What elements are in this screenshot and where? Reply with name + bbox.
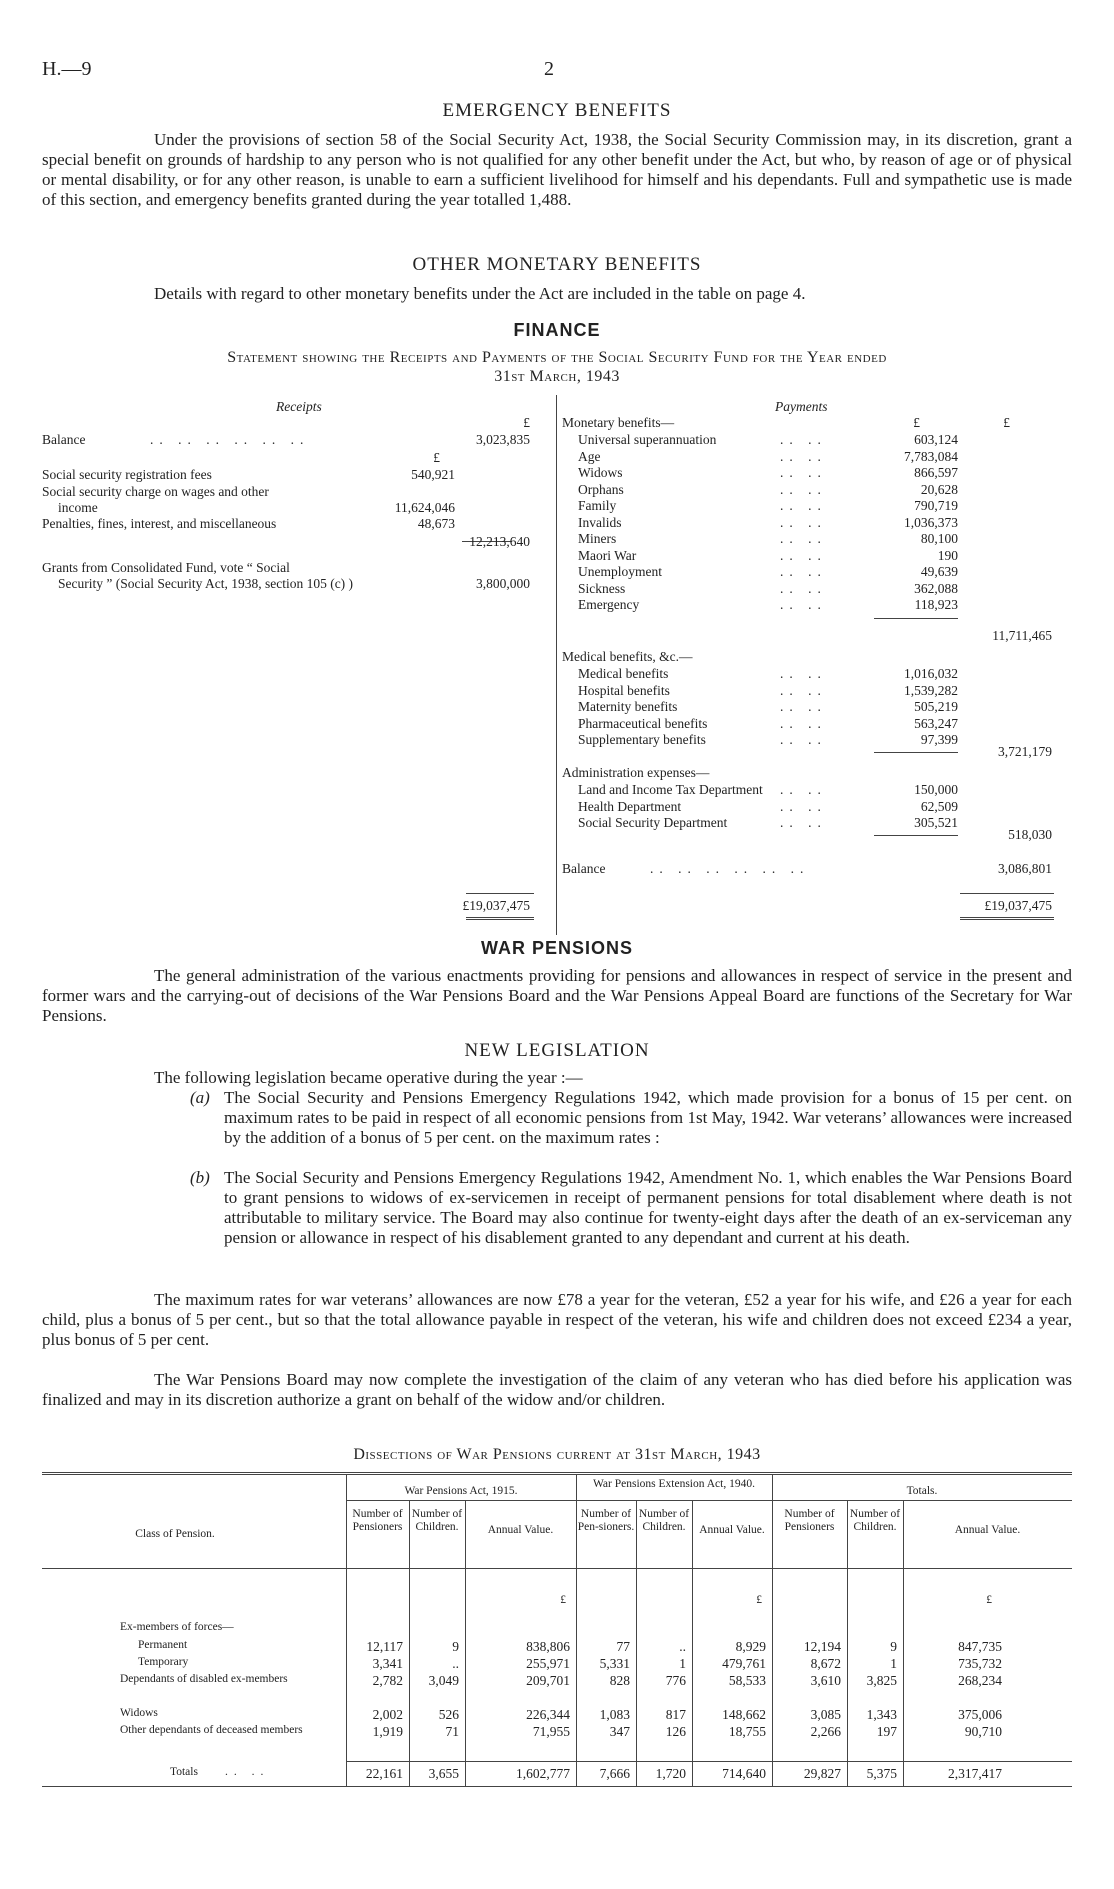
payment-item-value: 362,088 — [914, 580, 958, 596]
leader-dots: .. .. — [780, 682, 827, 698]
payment-item-value: 80,100 — [920, 531, 958, 546]
table-cell: 71,955 — [532, 1724, 570, 1739]
leader-dots: .. .. — [780, 782, 827, 797]
finance-statement: Receipts £ Balance .. .. .. .. .. .. 3,023,835 £ Social security registration fees 540,921 Social security charge on wages and other income 11,624,046 Penalties, fines, interest, and miscellaneous 48,673 12,213,640 Grants from Consolidated Fund, vote “ Social Security ” (Social Security Act, 1938, section 105 (c) ) 3,800,000 £19,037,475 Payments Monetary benefits— £ £ Universal superannuation .. .. 603,124 Age .. .. 7,783,084 Widows .. .. 866,597 Orphans .. .. 20,628 Family .. .. 790,719 Invalids .. .. 1,036,373 Miners .. .. 80,100 Maori War .. .. 190 Unemployment .. .. 49,639 Sickness .. .. 362,088 Emergency .. .. 118,923 11,711,465 Medical benefits, &c.— Medical benefits .. .. 1,016,032 Hospital benefits .. .. 1,539,282 Maternity benefits .. .. 505,219 Pharmaceutical benefits .. .. 563,247 Supplementary benefits .. .. 97,399 3,721,179 Administration expenses— Land and Income Tax Department .. .. 150,000 Health Department .. .. 62,509 Social Security Department .. .. 305,521 518,030 Balance .. .. .. .. .. .. 3,086,801 £19,037,475 — [0, 0, 1114, 960]
table-cell: 209,701 — [526, 1673, 570, 1688]
table-cell: .. — [452, 1656, 459, 1671]
leader-dots: .. .. — [780, 732, 827, 747]
table-cell: 58,533 — [728, 1673, 766, 1688]
row-label: Other dependants of deceased members — [120, 1724, 303, 1736]
payment-item-label: Maternity benefits — [578, 699, 678, 714]
payments-label: Payments — [775, 399, 828, 414]
pound-sign: £ — [986, 1594, 992, 1606]
payment-item-label: Widows — [578, 465, 623, 480]
payment-item-label: Unemployment — [578, 564, 662, 579]
table-cell: 347 — [609, 1724, 630, 1739]
exmembers-label: Ex-members of forces— — [120, 1621, 234, 1633]
payment-item-value: 118,923 — [914, 597, 958, 612]
emergency-heading: EMERGENCY BENEFITS — [442, 100, 672, 121]
table-cell: 12,117 — [366, 1639, 403, 1654]
table-cell: 817 — [665, 1707, 686, 1722]
table-cell: 8,672 — [810, 1656, 841, 1671]
table-cell: 828 — [609, 1673, 630, 1688]
table-cell: 1,919 — [372, 1724, 403, 1739]
leader-dots: .. .. — [780, 715, 827, 731]
totals-cell: 3,655 — [428, 1766, 459, 1781]
totals-label: Totals — [170, 1766, 198, 1778]
payment-item-label: Health Department — [578, 798, 682, 814]
receipts-total: £19,037,475 — [462, 898, 530, 913]
payment-item-value: 97,399 — [920, 732, 958, 747]
payment-item-label: Sickness — [578, 580, 626, 596]
payment-item-label: Social Security Department — [578, 815, 728, 830]
table-cell: 2,782 — [372, 1673, 403, 1688]
row-label: Temporary — [138, 1656, 189, 1668]
sub-header: Number of Children. — [638, 1508, 690, 1533]
legislation-intro: The following legislation became operative during the year :— — [154, 1068, 583, 1087]
finance-heading: FINANCE — [513, 320, 601, 340]
sub-header: Annual Value. — [487, 1524, 554, 1536]
table-cell: 77 — [616, 1639, 630, 1654]
payment-item-label: Family — [578, 498, 617, 513]
charge-value: 11,624,046 — [394, 500, 455, 515]
totals-cell: 1,720 — [655, 1766, 686, 1781]
receipts-subtotal: 12,213,640 — [469, 534, 530, 549]
war-pensions-text: The general administration of the various enactments providing for pensions and allowances in respect of service in the present and former wars and the carrying-out of decisions of the War Pensions Board and the War Pensions Appeal Board are functions of the Secretary for War Pensions. — [42, 966, 1072, 1025]
receipts-balance-label: Balance — [42, 432, 86, 447]
sub-header: Number of Children. — [411, 1508, 463, 1533]
sub-header: Number of Children. — [849, 1508, 901, 1533]
sub-header: Number of Pensioners — [352, 1508, 403, 1533]
table-top-rule — [42, 1472, 1072, 1473]
row-label: Widows — [120, 1707, 158, 1719]
sub-header: Number of Pensioners — [784, 1508, 835, 1533]
payment-item-label: Supplementary benefits — [578, 732, 706, 747]
dissections-title: Dissections of War Pensions current at 31st March, 1943 — [353, 1446, 761, 1463]
other-monetary-heading: OTHER MONETARY BENEFITS — [412, 254, 702, 275]
payment-item-value: 190 — [937, 547, 958, 563]
payment-item-value: 505,219 — [914, 699, 958, 714]
table-cell: 3,825 — [866, 1673, 897, 1688]
leader-dots: .. .. — [780, 815, 827, 830]
document-code: H.—9 — [42, 58, 92, 80]
table-cell: 9 — [452, 1639, 459, 1654]
sub-header: Annual Value. — [954, 1524, 1021, 1536]
payments-balance-label: Balance — [562, 861, 606, 876]
payment-item-value: 1,539,282 — [904, 682, 958, 698]
table-cell: 1 — [890, 1656, 897, 1671]
totals-cell: 2,317,417 — [948, 1766, 1002, 1781]
table-cell: 148,662 — [722, 1707, 766, 1722]
payment-item-value: 62,509 — [920, 798, 958, 814]
penalties-value: 48,673 — [417, 516, 455, 531]
item-a-text: The Social Security and Pensions Emergency Regulations 1942, which made provision for a bonus of 15 per cent. on maximum rates to be paid in respect of all economic pensions from 1st May, 1942. War veterans’ allowances were increased by the addition of a bonus of 5 per cent. on the maximum rates : — [224, 1088, 1072, 1147]
table-cell: 5,331 — [599, 1656, 630, 1671]
reg-fees-value: 540,921 — [411, 467, 455, 482]
table-cell: 776 — [665, 1673, 686, 1688]
table-cell: 126 — [665, 1724, 686, 1739]
row-label: Permanent — [138, 1639, 188, 1651]
table-cell: 838,806 — [526, 1639, 570, 1654]
payment-item-value: 150,000 — [914, 782, 958, 797]
dissections-table: Class of Pension. War Pensions Act, 1915. War Pensions Extension Act, 1940. Totals. Number of Pensioners Number of Children. Annual Value. Number of Pen-sioners. Number of Children. Annual Value. Number of Pensioners Number of Children. Annual Value. £ £ £ Ex-members of forces— Permanent 12,117 9 838,806 77 .. 8,929 12,194 9 847,735 Temporary 3,341 .. 255,971 5,331 1 479,761 8,672 1 735,732 Dependants of disabled ex-members 2,782 3,049 209,701 828 776 58,533 3,610 3,825 268,234 Widows 2,002 526 226,344 1,083 817 148,662 3,085 1,343 375,006 Other dependants of deceased members 1,919 71 71,955 347 126 18,755 2,266 197 90,710 Totals .. .. 22,161 3,655 1,602,777 7,666 1,720 714,640 29,827 5,375 2,317,417 — [0, 0, 1114, 1889]
pound-sign: £ — [756, 1594, 762, 1606]
table-cell: 2,266 — [810, 1724, 841, 1739]
table-cell: 3,085 — [810, 1707, 841, 1722]
group-header-rule — [346, 1500, 1072, 1501]
charge-label-1: Social security charge on wages and other — [42, 484, 269, 499]
charge-label-2: income — [58, 500, 98, 515]
leader-dots: .. .. — [780, 498, 827, 513]
item-b-marker: (b) — [190, 1168, 210, 1187]
payment-item-value: 790,719 — [914, 498, 958, 513]
page-number: 2 — [544, 58, 554, 80]
totals-cell: 29,827 — [803, 1766, 841, 1781]
payment-item-label: Medical benefits — [578, 666, 669, 681]
admin-heading: Administration expenses— — [562, 765, 710, 780]
group-header: War Pensions Extension Act, 1940. — [593, 1478, 755, 1490]
legislation-para-1: The maximum rates for war veterans’ allowances are now £78 a year for the veteran, £52 a year for his wife, and £26 a year for each child, plus a bonus of 5 per cent., but so that the total allowance payable in respect of the veteran, his wife and children does not exceed £234 a year, plus bonus of 5 per cent. — [42, 1290, 1072, 1349]
leader-dots: .. .. — [780, 564, 827, 579]
table-cell: 197 — [876, 1724, 897, 1739]
statement-line-1: Statement showing the Receipts and Payments of the Social Security Fund for the Year ended — [227, 349, 887, 366]
payments-pound-2: £ — [1003, 415, 1010, 430]
group-header: Totals. — [906, 1485, 938, 1497]
table-cell: 90,710 — [964, 1724, 1002, 1739]
war-pensions-heading: WAR PENSIONS — [480, 938, 634, 958]
table-cell: 3,610 — [810, 1673, 841, 1688]
receipts-pound: £ — [523, 415, 530, 430]
leader-dots: .. .. — [780, 547, 827, 563]
table-cell: 255,971 — [526, 1656, 570, 1671]
monetary-total: 11,711,465 — [992, 628, 1052, 643]
grants-label-2: Security ” (Social Security Act, 1938, section 105 (c) ) — [58, 576, 354, 591]
payment-item-label: Emergency — [578, 597, 640, 612]
leader-dots: .. .. — [780, 432, 827, 447]
emergency-text: Under the provisions of section 58 of the Social Security Act, 1938, the Social Security Commission may, in its discretion, grant a special benefit on grounds of hardship to any person who is not qualified for any other benefit under the Act, but who, by reason of age or of physical or mental disability, or for any other reason, is unable to earn a sufficient livelihood for himself and his dependants. Full and sympathetic use is made of this section, and emergency benefits granted during the year totalled 1,488. — [42, 130, 1072, 209]
table-cell: 735,732 — [958, 1656, 1002, 1671]
table-cell: 71 — [445, 1724, 459, 1739]
item-b-text: The Social Security and Pensions Emergency Regulations 1942, Amendment No. 1, which enables the War Pensions Board to grant pensions to widows of ex-servicemen in receipt of permanent pensions for total disablement where death is not attributable to military service. The Board may also continue for twenty-eight days after the death of an ex-serviceman any pension or allowance in respect of his disablement granted to any dependant and current at his death. — [224, 1168, 1072, 1247]
totals-rule — [346, 1761, 1072, 1762]
totals-cell: 714,640 — [722, 1766, 766, 1781]
payment-item-label: Orphans — [578, 481, 624, 497]
totals-cell: 7,666 — [599, 1766, 630, 1781]
reg-fees-label: Social security registration fees — [42, 467, 212, 482]
row-label: Dependants of disabled ex-members — [120, 1673, 288, 1685]
payment-item-value: 1,016,032 — [904, 666, 958, 681]
payment-item-value: 1,036,373 — [904, 514, 958, 530]
leader-dots: .. .. — [780, 531, 827, 546]
leader-dots: .. .. — [780, 465, 827, 480]
payments-balance-value: 3,086,801 — [998, 861, 1052, 876]
legislation-para-2: The War Pensions Board may now complete the investigation of the claim of any veteran who has died before his application was finalized and may in its discretion authorize a grant on behalf of the widow and/or children. — [42, 1370, 1072, 1409]
payments-pound-1: £ — [913, 415, 920, 430]
totals-cell: 22,161 — [365, 1766, 403, 1781]
table-cell: 18,755 — [728, 1724, 766, 1739]
table-cell: 526 — [438, 1707, 459, 1722]
leader-dots: .. .. — [780, 448, 827, 464]
totals-cell: 5,375 — [866, 1766, 897, 1781]
payment-item-label: Maori War — [578, 547, 637, 563]
other-monetary-text: Details with regard to other monetary benefits under the Act are included in the table on page 4. — [154, 284, 806, 303]
payment-item-label: Hospital benefits — [578, 682, 670, 698]
payment-item-label: Invalids — [578, 514, 622, 530]
receipts-pound-inner: £ — [433, 450, 440, 465]
statement-line-2: 31st March, 1943 — [494, 368, 620, 385]
item-a-marker: (a) — [190, 1088, 210, 1107]
payment-item-label: Land and Income Tax Department — [578, 782, 763, 797]
leader-dots: .. .. — [780, 580, 827, 596]
leader-dots: .. .. — [780, 798, 827, 814]
table-cell: 9 — [890, 1639, 897, 1654]
pound-sign: £ — [560, 1594, 566, 1606]
table-cell: 226,344 — [526, 1707, 570, 1722]
medical-total: 3,721,179 — [998, 744, 1052, 759]
grants-value: 3,800,000 — [476, 576, 530, 591]
class-header: Class of Pension. — [135, 1528, 215, 1540]
table-cell: 479,761 — [722, 1656, 766, 1671]
table-cell: 8,929 — [735, 1639, 766, 1654]
leader-dots: .. .. — [780, 597, 827, 612]
admin-total: 518,030 — [1008, 827, 1052, 842]
table-cell: 1 — [679, 1656, 686, 1671]
medical-heading: Medical benefits, &c.— — [562, 649, 693, 664]
sub-header: Number of Pen-sioners. — [577, 1508, 635, 1533]
receipts-label: Receipts — [276, 399, 322, 414]
payment-item-label: Age — [578, 448, 601, 464]
payment-item-label: Pharmaceutical benefits — [578, 715, 708, 731]
grants-label-1: Grants from Consolidated Fund, vote “ Social — [42, 560, 290, 575]
payment-item-value: 603,124 — [914, 432, 958, 447]
payment-item-value: 305,521 — [914, 815, 958, 830]
penalties-label: Penalties, fines, interest, and miscellaneous — [42, 516, 277, 531]
group-header: War Pensions Act, 1915. — [404, 1485, 518, 1497]
payment-item-value: 7,783,084 — [904, 448, 958, 464]
leader-dots: .. .. — [780, 481, 827, 497]
leader-dots: .. .. — [780, 666, 827, 681]
leader-dots: .. .. — [780, 514, 827, 530]
payment-item-value: 563,247 — [914, 715, 958, 731]
table-cell: 268,234 — [958, 1673, 1002, 1688]
receipts-balance-value: 3,023,835 — [476, 432, 530, 447]
table-cell: .. — [679, 1639, 686, 1654]
payments-total: £19,037,475 — [984, 898, 1052, 913]
table-cell: 847,735 — [958, 1639, 1002, 1654]
table-cell: 12,194 — [803, 1639, 841, 1654]
table-cell: 3,049 — [428, 1673, 459, 1688]
totals-cell: 1,602,777 — [516, 1766, 570, 1781]
payment-item-value: 49,639 — [920, 564, 958, 579]
payment-item-value: 20,628 — [920, 481, 958, 497]
table-bottom-rule — [42, 1786, 1072, 1787]
new-legislation-heading: NEW LEGISLATION — [464, 1040, 650, 1061]
table-cell: 2,002 — [372, 1707, 403, 1722]
table-cell: 3,341 — [372, 1656, 403, 1671]
sub-header: Annual Value. — [699, 1524, 765, 1536]
payment-item-label: Universal superannuation — [578, 432, 717, 447]
table-cell: 1,083 — [599, 1707, 630, 1722]
monetary-heading: Monetary benefits— — [562, 415, 675, 430]
payment-item-value: 866,597 — [914, 465, 958, 480]
table-cell: 375,006 — [958, 1707, 1002, 1722]
leader-dots: .. .. — [780, 699, 827, 714]
payment-item-label: Miners — [578, 531, 617, 546]
header-bottom-rule — [42, 1568, 1072, 1569]
table-cell: 1,343 — [866, 1707, 897, 1722]
